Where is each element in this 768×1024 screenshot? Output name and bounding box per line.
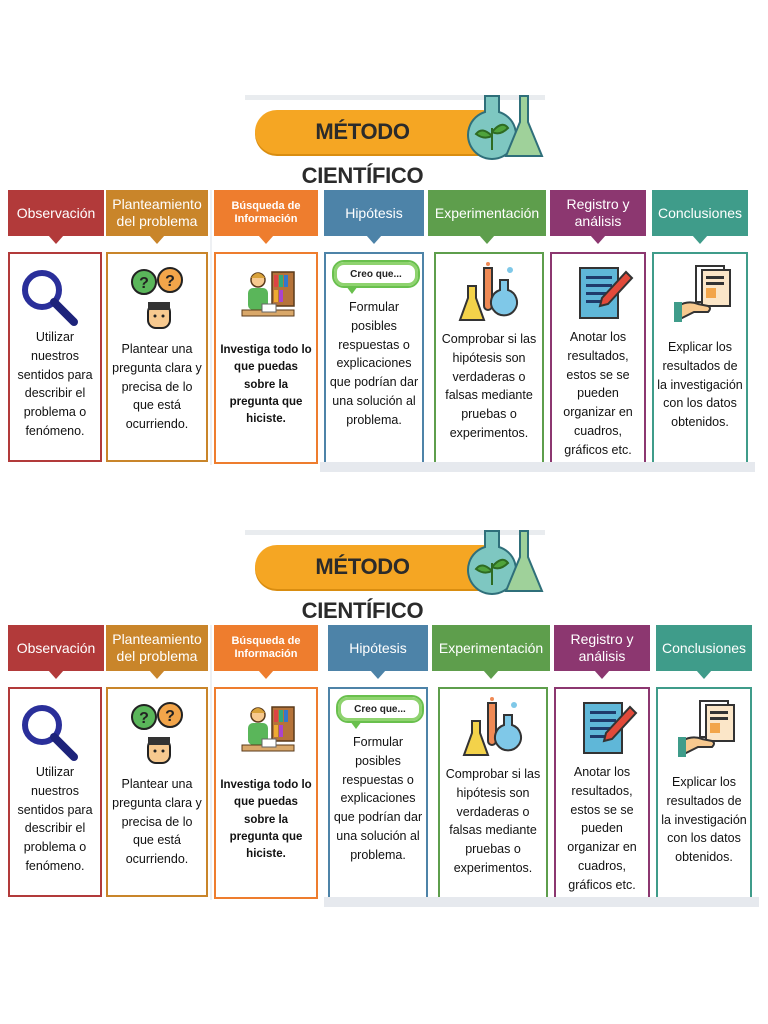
document-pencil-icon xyxy=(574,262,634,326)
question-person-icon xyxy=(130,266,188,330)
panel-shadow xyxy=(324,897,759,907)
step-card xyxy=(438,687,548,901)
magnifying-glass-icon xyxy=(18,701,78,761)
step-description: Plantear una pregunta clara y precisa de lo que está ocurriendo. xyxy=(112,342,202,431)
speech-bubble: Creo que... xyxy=(332,260,420,288)
step-header: Hipótesis xyxy=(328,625,428,671)
step-header: Búsqueda de Información xyxy=(214,190,318,236)
step-description: Comprobar si las hipótesis son verdaderas o falsas mediante pruebas o experimentos. xyxy=(441,332,537,440)
step-header: Conclusiones xyxy=(656,625,752,671)
infographic-panel-2 xyxy=(0,525,768,945)
step-header: Experimentación xyxy=(428,190,546,236)
step-card xyxy=(8,687,102,897)
step-card xyxy=(554,687,650,901)
page-title: MÉTODO CIENTÍFICO xyxy=(301,554,424,623)
lab-flasks-icon xyxy=(458,262,520,328)
step-description: Explicar los resultados de la investigación con los datos obtenidos. xyxy=(661,775,747,864)
step-header: Experimentación xyxy=(432,625,550,671)
science-flask-icon xyxy=(460,527,550,599)
step-card xyxy=(550,252,646,466)
lab-flasks-icon xyxy=(462,697,524,763)
step-card xyxy=(214,687,318,899)
step-card xyxy=(106,687,208,897)
step-card xyxy=(106,252,208,462)
step-header: Conclusiones xyxy=(652,190,748,236)
researcher-books-icon xyxy=(238,266,298,326)
hand-documents-icon xyxy=(678,697,736,759)
step-description: Investiga todo lo que puedas sobre la pregunta que hiciste. xyxy=(220,344,312,425)
svg-text:?: ? xyxy=(165,273,175,290)
svg-text:?: ? xyxy=(139,275,149,292)
page-title: MÉTODO CIENTÍFICO xyxy=(301,119,424,188)
step-card xyxy=(8,252,102,462)
step-header: Planteamiento del problema xyxy=(106,625,208,671)
step-header: Registro y análisis xyxy=(550,190,646,236)
step-description: Explicar los resultados de la investigación con los datos obtenidos. xyxy=(657,340,743,429)
researcher-books-icon xyxy=(238,701,298,761)
step-header: Búsqueda de Información xyxy=(214,625,318,671)
magnifying-glass-icon xyxy=(18,266,78,326)
step-header: Observación xyxy=(8,625,104,671)
step-card xyxy=(324,252,424,466)
step-card xyxy=(656,687,752,899)
document-pencil-icon xyxy=(578,697,638,761)
step-description: Anotar los resultados, estos se se pueden organizar en cuadros, gráficos etc. xyxy=(563,330,633,457)
step-header: Registro y análisis xyxy=(554,625,650,671)
step-description: Investiga todo lo que puedas sobre la pregunta que hiciste. xyxy=(220,779,312,860)
column-divider xyxy=(210,190,212,465)
question-person-icon xyxy=(130,701,188,765)
step-description: Anotar los resultados, estos se se pueden organizar en cuadros, gráficos etc. xyxy=(567,765,637,892)
step-description: Comprobar si las hipótesis son verdaderas o falsas mediante pruebas o experimentos. xyxy=(445,767,541,875)
speech-bubble: Creo que... xyxy=(336,695,424,723)
step-card xyxy=(434,252,544,466)
step-description: Formular posibles respuestas o explicaciones que podrían dar una solución al problema. xyxy=(329,300,419,427)
step-header: Observación xyxy=(8,190,104,236)
step-header: Hipótesis xyxy=(324,190,424,236)
step-description: Utilizar nuestros sentidos para describir el problema o fenómeno. xyxy=(17,330,93,438)
step-description: Formular posibles respuestas o explicaciones que podrían dar una solución al problema. xyxy=(333,735,423,862)
science-flask-icon xyxy=(460,92,550,164)
step-card xyxy=(214,252,318,464)
column-divider xyxy=(210,625,212,900)
hand-documents-icon xyxy=(674,262,732,324)
step-card xyxy=(652,252,748,464)
step-header: Planteamiento del problema xyxy=(106,190,208,236)
step-description: Utilizar nuestros sentidos para describir el problema o fenómeno. xyxy=(17,765,93,873)
svg-text:?: ? xyxy=(165,708,175,725)
step-card xyxy=(328,687,428,901)
panel-shadow xyxy=(320,462,755,472)
svg-text:?: ? xyxy=(139,710,149,727)
infographic-panel-1 xyxy=(0,90,768,510)
step-description: Plantear una pregunta clara y precisa de lo que está ocurriendo. xyxy=(112,777,202,866)
